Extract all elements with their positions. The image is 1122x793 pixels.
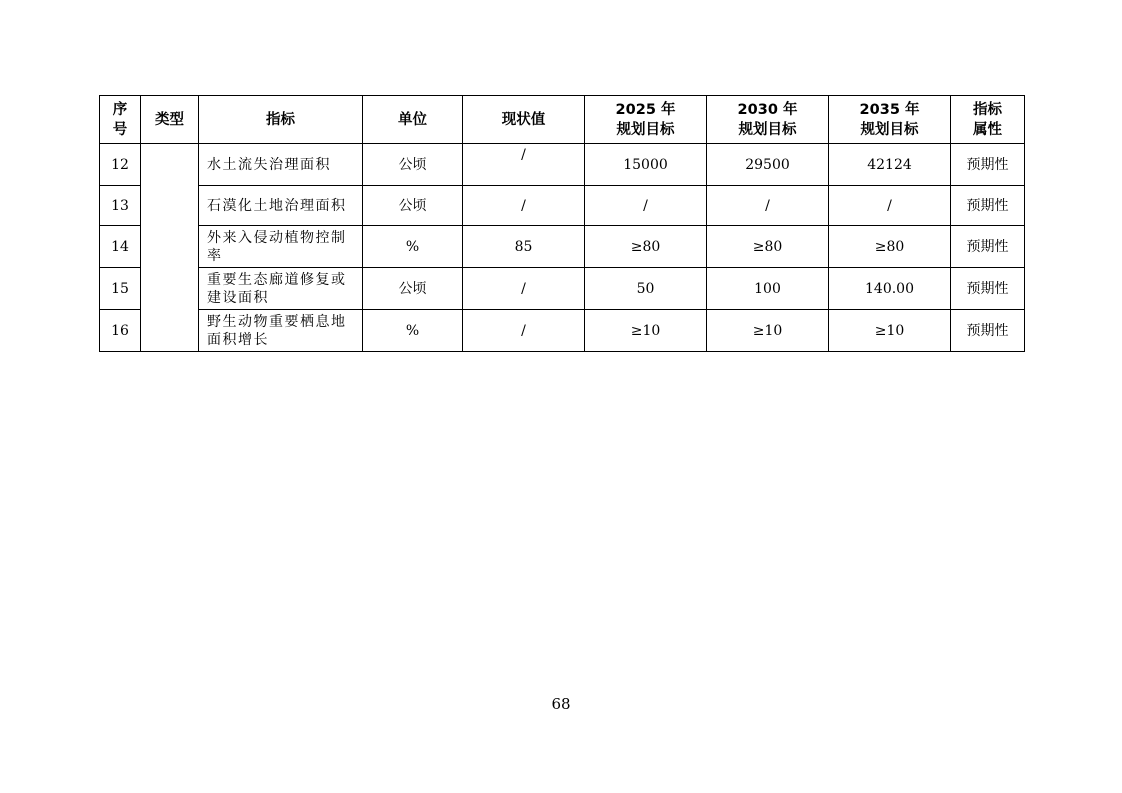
header-unit: 单位 <box>363 96 463 144</box>
header-seq: 序 号 <box>100 96 141 144</box>
table-row <box>100 144 1025 186</box>
cell-status: / <box>463 186 585 226</box>
cell-attribute: 预期性 <box>951 310 1025 352</box>
table-row <box>100 186 1025 226</box>
table-row <box>100 226 1025 268</box>
header-indicator: 指标 <box>199 96 363 144</box>
cell-target-2035: 42124 <box>829 144 951 186</box>
cell-attribute: 预期性 <box>951 268 1025 310</box>
header-status: 现状值 <box>463 96 585 144</box>
indicator-table <box>99 95 1025 352</box>
cell-target-2035: ≥80 <box>829 226 951 268</box>
header-target-2035: 2035 年 规划目标 <box>829 96 951 144</box>
cell-seq: 16 <box>100 310 141 352</box>
table-header-row <box>100 96 1025 144</box>
cell-target-2030: / <box>707 186 829 226</box>
cell-unit: 公顷 <box>363 186 463 226</box>
header-attribute: 指标 属性 <box>951 96 1025 144</box>
cell-seq: 12 <box>100 144 141 186</box>
header-type: 类型 <box>141 96 199 144</box>
cell-target-2030: 29500 <box>707 144 829 186</box>
cell-target-2025: 15000 <box>585 144 707 186</box>
cell-indicator: 石漠化土地治理面积 <box>199 186 363 226</box>
cell-type <box>141 144 199 352</box>
cell-attribute: 预期性 <box>951 144 1025 186</box>
cell-status: 85 <box>463 226 585 268</box>
cell-target-2030: 100 <box>707 268 829 310</box>
header-target-2025: 2025 年 规划目标 <box>585 96 707 144</box>
table-row <box>100 268 1025 310</box>
cell-target-2035: ≥10 <box>829 310 951 352</box>
cell-target-2025: / <box>585 186 707 226</box>
cell-attribute: 预期性 <box>951 226 1025 268</box>
cell-unit: % <box>363 310 463 352</box>
cell-target-2035: 140.00 <box>829 268 951 310</box>
cell-seq: 13 <box>100 186 141 226</box>
cell-status: / <box>463 268 585 310</box>
cell-indicator: 重要生态廊道修复或建设面积 <box>199 268 363 310</box>
cell-target-2030: ≥80 <box>707 226 829 268</box>
cell-indicator: 野生动物重要栖息地面积增长 <box>199 310 363 352</box>
cell-target-2035: / <box>829 186 951 226</box>
cell-seq: 15 <box>100 268 141 310</box>
cell-status: / <box>463 310 585 352</box>
page-number: 68 <box>551 695 571 713</box>
cell-target-2025: 50 <box>585 268 707 310</box>
cell-target-2025: ≥80 <box>585 226 707 268</box>
table-row <box>100 310 1025 352</box>
cell-indicator: 水土流失治理面积 <box>199 144 363 186</box>
cell-status: / <box>463 144 585 186</box>
cell-target-2030: ≥10 <box>707 310 829 352</box>
cell-indicator: 外来入侵动植物控制率 <box>199 226 363 268</box>
cell-seq: 14 <box>100 226 141 268</box>
header-target-2030: 2030 年 规划目标 <box>707 96 829 144</box>
cell-target-2025: ≥10 <box>585 310 707 352</box>
cell-unit: % <box>363 226 463 268</box>
cell-unit: 公顷 <box>363 144 463 186</box>
cell-unit: 公顷 <box>363 268 463 310</box>
cell-attribute: 预期性 <box>951 186 1025 226</box>
